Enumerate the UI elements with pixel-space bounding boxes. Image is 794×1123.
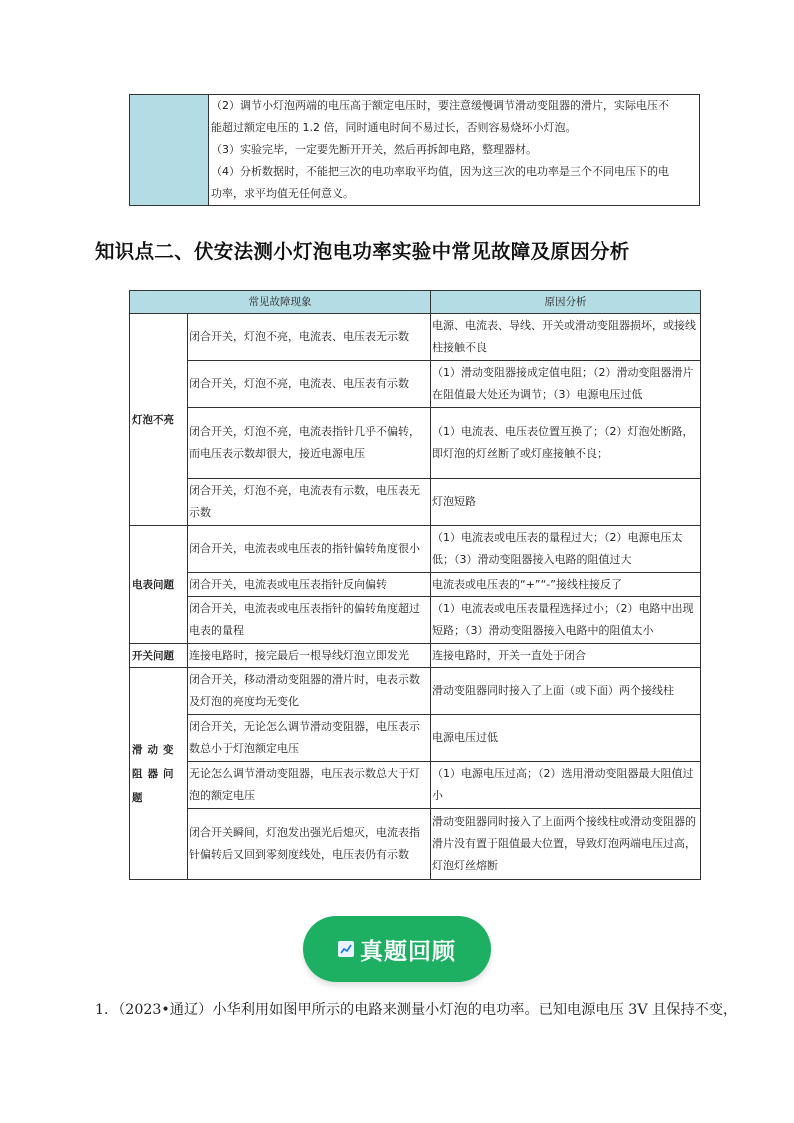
table-row (130, 762, 701, 809)
table-row (130, 597, 701, 644)
review-badge (303, 916, 491, 982)
phenomenon-cell: 闭合开关，灯泡不亮，电流表、电压表无示数 (188, 314, 431, 361)
category-meter: 电表问题 (130, 526, 188, 644)
note-line: 功率，求平均值无任何意义。 (211, 187, 354, 200)
phenomenon-cell: 闭合开关，无论怎么调节滑动变阻器，电压表示数总小于灯泡额定电压 (188, 715, 431, 762)
table-row (130, 526, 701, 573)
cause-cell: （1）电流表或电压表的量程过大；（2）电源电压太低；（3）滑动变阻器接入电路的阻值过大 (431, 526, 701, 573)
cause-cell: 滑动变阻器同时接入了上面两个接线柱或滑动变阻器的滑片没有置于阻值最大位置，导致灯泡两端电压过高，灯泡灯丝熔断 (431, 809, 701, 880)
cause-cell: （1）滑动变阻器接成定值电阻；（2）滑动变阻器滑片在阻值最大处还为调节；（3）电源电压过低 (431, 361, 701, 408)
notes-side-cell (130, 95, 209, 206)
cause-cell: （1）电源电压过高；（2）选用滑动变阻器最大阻值过小 (431, 762, 701, 809)
cause-cell: （1）电流表、电压表位置互换了；（2）灯泡处断路，即灯泡的灯丝断了或灯座接触不良； (431, 408, 701, 479)
phenomenon-cell: 闭合开关，电流表或电压表指针反向偏转 (188, 573, 431, 597)
table-row (130, 479, 701, 526)
phenomenon-cell: 连接电路时，接完最后一根导线灯泡立即发光 (188, 644, 431, 668)
notes-body (209, 95, 700, 206)
table-row (130, 573, 701, 597)
chart-icon (338, 941, 354, 957)
table-row (130, 408, 701, 479)
cause-cell: 电源、电流表、导线、开关或滑动变阻器损坏，或接线柱接触不良 (431, 314, 701, 361)
category-switch: 开关问题 (130, 644, 188, 668)
table-row (130, 668, 701, 715)
cause-cell: 电流表或电压表的“+”“-”接线柱接反了 (431, 573, 701, 597)
cause-cell: 灯泡短路 (431, 479, 701, 526)
phenomenon-cell: 闭合开关，灯泡不亮，电流表、电压表有示数 (188, 361, 431, 408)
question-text: 1．（2023•通辽）小华利用如图甲所示的电路来测量小灯泡的电功率。已知电源电压 3V 且保持不变， (95, 1002, 738, 1018)
table-row (130, 644, 701, 668)
phenomenon-cell: 闭合开关，灯泡不亮，电流表指针几乎不偏转，而电压表示数却很大，接近电源电压 (188, 408, 431, 479)
table-row (130, 809, 701, 880)
notes-table (129, 94, 700, 206)
table-row (130, 314, 701, 361)
cause-cell: 连接电路时，开关一直处于闭合 (431, 644, 701, 668)
cause-cell: （1）电流表或电压表量程选择过小；（2）电路中出现短路；（3）滑动变阻器接入电路中的阻值太小 (431, 597, 701, 644)
phenomenon-cell: 无论怎么调节滑动变阻器，电压表示数总大于灯泡的额定电压 (188, 762, 431, 809)
note-line: （2）调节小灯泡两端的电压高于额定电压时，要注意缓慢调节滑动变阻器的滑片，实际电压不 (211, 99, 669, 112)
header-phenomenon: 常见故障现象 (130, 291, 431, 314)
phenomenon-cell: 闭合开关瞬间，灯泡发出强光后熄灭，电流表指针偏转后又回到零刻度线处，电压表仍有示数 (188, 809, 431, 880)
fault-table (129, 290, 701, 880)
table-row (130, 361, 701, 408)
table-row (130, 715, 701, 762)
cause-cell: 滑动变阻器同时接入了上面（或下面）两个接线柱 (431, 668, 701, 715)
category-bulb-off: 灯泡不亮 (130, 314, 188, 526)
phenomenon-cell: 闭合开关，电流表或电压表指针的偏转角度超过电表的量程 (188, 597, 431, 644)
category-rheostat: 滑动变阻器问题 (130, 668, 188, 880)
table-header-row (130, 291, 701, 314)
phenomenon-cell: 闭合开关，电流表或电压表的指针偏转角度很小 (188, 526, 431, 573)
note-line: （4）分析数据时，不能把三次的电功率取平均值，因为这三次的电功率是三个不同电压下的电 (211, 165, 669, 178)
note-line: 能超过额定电压的 1.2 倍，同时通电时间不易过长，否则容易烧坏小灯泡。 (211, 121, 577, 134)
cause-cell: 电源电压过低 (431, 715, 701, 762)
note-line: （3）实验完毕，一定要先断开开关，然后再拆卸电路，整理器材。 (211, 143, 537, 156)
phenomenon-cell: 闭合开关，灯泡不亮，电流表有示数，电压表无示数 (188, 479, 431, 526)
badge-label: 真题回顾 (360, 938, 456, 965)
phenomenon-cell: 闭合开关，移动滑动变阻器的滑片时，电表示数及灯泡的亮度均无变化 (188, 668, 431, 715)
header-cause: 原因分析 (431, 291, 701, 314)
section-heading: 知识点二、伏安法测小灯泡电功率实验中常见故障及原因分析 (95, 240, 630, 263)
